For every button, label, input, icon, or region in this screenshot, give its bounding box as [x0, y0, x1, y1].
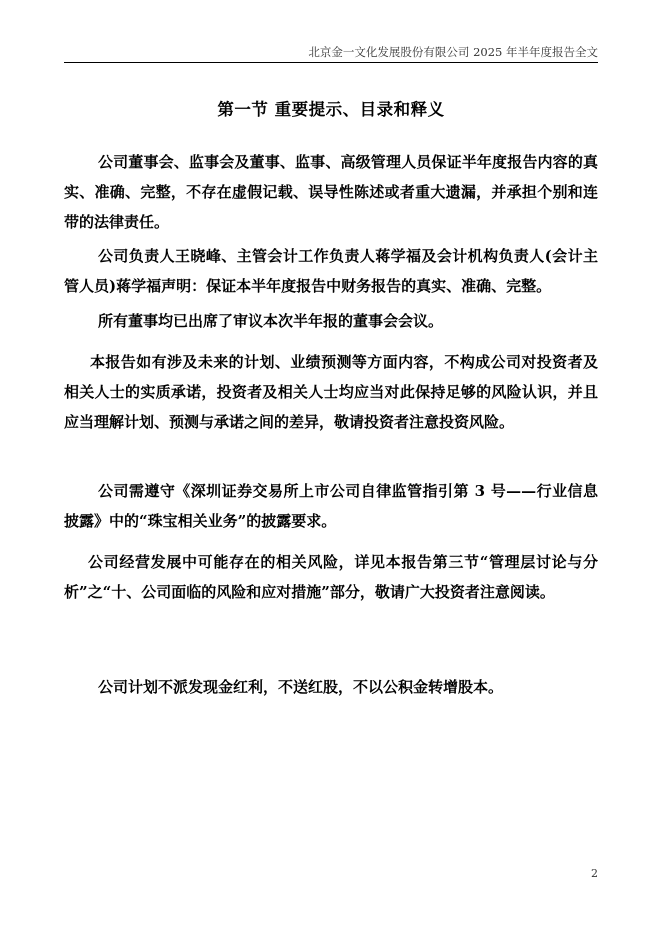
running-header: 北京金一文化发展股份有限公司 2025 年半年度报告全文 — [308, 45, 598, 59]
paragraph-financial-statement-declaration: 公司负责人王晓峰、主管会计工作负责人蒋学福及会计机构负责人(会计主管人员)蒋学福声明：保证本半年度报告中财务报告的真实、准确、完整。 — [64, 247, 598, 295]
paragraph-accuracy-guarantee: 公司董事会、监事会及董事、监事、高级管理人员保证半年度报告内容的真实、准确、完整，不存在虚假记载、误导性陈述或者重大遗漏，并承担个别和连带的法律责任。 — [64, 153, 598, 231]
page-number: 2 — [591, 867, 598, 880]
paragraph-dividend-plan: 公司计划不派发现金红利，不送红股，不以公积金转增股本。 — [98, 678, 504, 696]
paragraph-board-attendance: 所有董事均已出席了审议本次半年报的董事会会议。 — [98, 312, 444, 330]
paragraph-forward-looking-risk: 本报告如有涉及未来的计划、业绩预测等方面内容，不构成公司对投资者及相关人士的实质承诺，投资者及相关人士均应当对此保持足够的风险认识，并且应当理解计划、预测与承诺之间的差异，敬请投资者注意投资风险。 — [64, 353, 598, 431]
paragraph-operating-risks: 公司经营发展中可能存在的相关风险，详见本报告第三节“管理层讨论与分析”之“十、公司面临的风险和应对措施”部分，敬请广大投资者注意阅读。 — [64, 553, 598, 601]
header-divider — [64, 62, 598, 63]
section-title: 第一节 重要提示、目录和释义 — [217, 100, 445, 119]
paragraph-disclosure-requirements: 公司需遵守《深圳证券交易所上市公司自律监管指引第 3 号——行业信息披露》中的“珠宝相关业务”的披露要求。 — [64, 482, 598, 530]
